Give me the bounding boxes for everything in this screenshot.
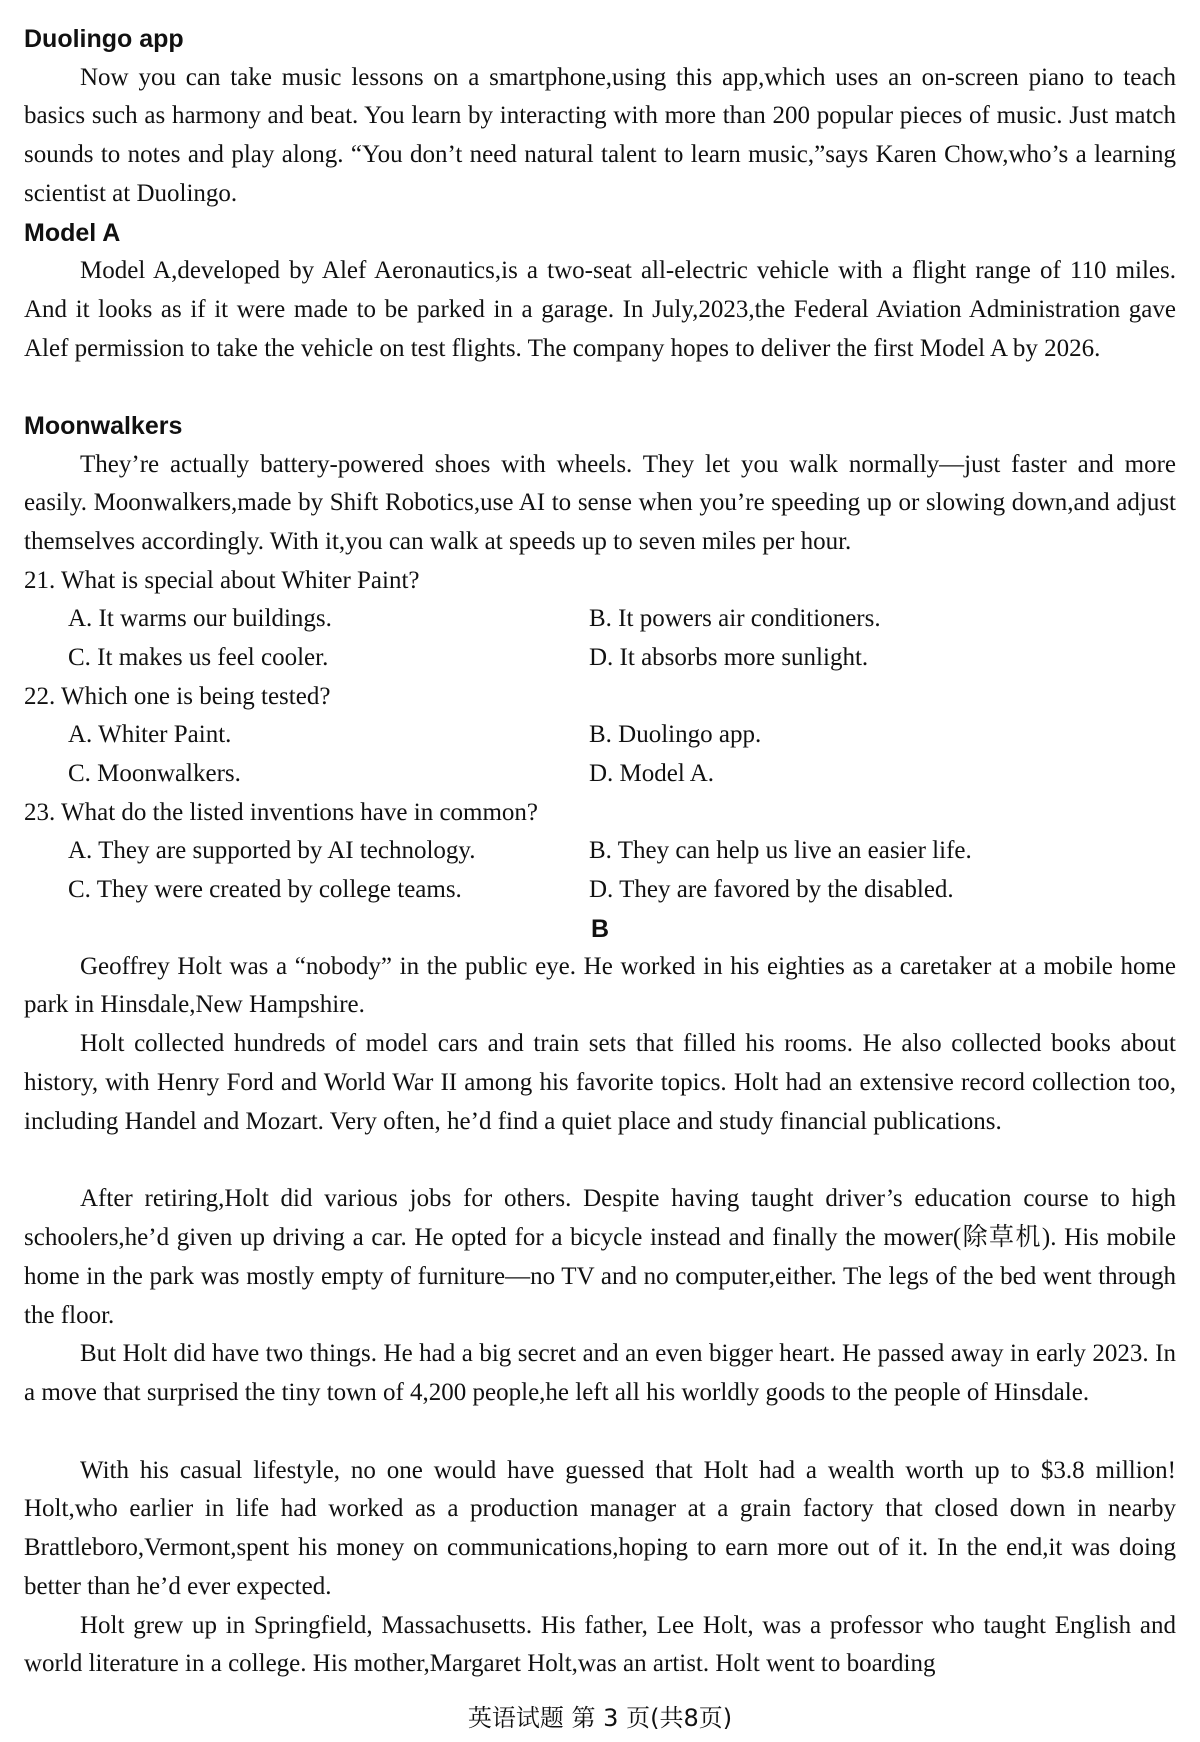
section-body-duolingo: Now you can take music lessons on a smartphone,using this app,which uses an on-screen piano to teach basics such as harmony and beat. You learn by interacting with more than 200 popular pieces of music. Just match sounds to notes and play along. “You don’t need natural talent to learn music,”says Karen Chow,who’s a learning scientist at Duolingo. bbox=[24, 63, 1176, 207]
question-22 bbox=[24, 678, 1176, 794]
option-b: B. It powers air conditioners. bbox=[589, 605, 881, 633]
section-title-model-a: Model A bbox=[24, 218, 121, 247]
question-23 bbox=[24, 794, 1176, 910]
exam-page bbox=[24, 20, 1176, 1685]
section-title-duolingo: Duolingo app bbox=[24, 25, 184, 53]
passage-b-paragraph-5: With his casual lifestyle, no one would have guessed that Holt had a wealth worth up to $3.8 million! Holt,who earlier in life had worked as a production manager at a grain factory that closed down in nearby Brattleboro,Vermont,spent his money on communications,hoping to earn more out of it. In the end,it was doing better than he’d ever expected. bbox=[24, 1456, 1176, 1601]
section-body-moonwalkers: They’re actually battery-powered shoes with wheels. They let you walk normally—just faster and more easily. Moonwalkers,made by Shift Robotics,use AI to sense when you’re speeding up or slowing down,and adjust themselves accordingly. With it,you can walk at speeds up to seven miles per hour. bbox=[24, 450, 1176, 556]
section-title-moonwalkers: Moonwalkers bbox=[24, 412, 183, 440]
passage-b-paragraph-4: But Holt did have two things. He had a big secret and an even bigger heart. He passed away in early 2023. In a move that surprised the tiny town of 4,200 people,he left all his worldly goods to the people of Hinsdale. bbox=[24, 1340, 1176, 1406]
question-stem: 22. Which one is being tested? bbox=[24, 682, 331, 710]
option-row bbox=[24, 832, 1176, 871]
question-stem: 21. What is special about Whiter Paint? bbox=[24, 566, 420, 594]
passage-b-paragraph-6: Holt grew up in Springfield, Massachusetts. His father, Lee Holt, was a professor who taught English and world literature in a college. His mother,Margaret Holt,was an artist. Holt went to boarding bbox=[24, 1611, 1176, 1678]
passage-b-paragraph-2: Holt collected hundreds of model cars and train sets that filled his rooms. He also collected books about history, with Henry Ford and World War II among his favorite topics. Holt had an extensive record collection too, including Handel and Mozart. Very often, he’d find a quiet place and study financial publications. bbox=[24, 1030, 1176, 1135]
passage-b-paragraph-3: After retiring,Holt did various jobs for others. Despite having taught driver’s education course to high schoolers,he’d given up driving a car. He opted for a bicycle instead and finally the mower(除草机). His mobile home in the park was mostly empty of furniture—no TV and no computer,either. The legs of the bed went through the floor. bbox=[24, 1185, 1176, 1329]
section-body-model-a: Model A,developed by Alef Aeronautics,is a two-seat all-electric vehicle with a flight range of 110 miles. And it looks as if it were made to be parked in a garage. In July,2023,the Federal Aviation Administration gave Alef permission to take the vehicle on test flights. The company hopes to deliver the first Model A by 2026. bbox=[24, 257, 1176, 362]
option-row bbox=[24, 716, 1176, 755]
option-row bbox=[24, 639, 1176, 678]
option-d: D. Model A. bbox=[589, 759, 714, 787]
option-d: D. It absorbs more sunlight. bbox=[589, 643, 869, 671]
option-b: B. Duolingo app. bbox=[589, 721, 762, 749]
option-row bbox=[24, 755, 1176, 794]
option-a: A. They are supported by AI technology. bbox=[68, 837, 476, 865]
page-footer: 英语试题 第 3 页(共8页) bbox=[467, 1704, 733, 1732]
question-21 bbox=[24, 562, 1176, 678]
option-c: C. It makes us feel cooler. bbox=[68, 643, 329, 671]
passage-b-paragraph-1: Geoffrey Holt was a “nobody” in the public eye. He worked in his eighties as a caretaker at a mobile home park in Hinsdale,New Hampshire. bbox=[24, 952, 1176, 1019]
option-b: B. They can help us live an easier life. bbox=[589, 837, 972, 865]
question-stem: 23. What do the listed inventions have in common? bbox=[24, 798, 539, 826]
option-a: A. It warms our buildings. bbox=[68, 605, 332, 633]
option-c: C. Moonwalkers. bbox=[68, 759, 241, 787]
option-c: C. They were created by college teams. bbox=[68, 876, 462, 903]
option-row bbox=[24, 600, 1176, 639]
passage-b-label: B bbox=[590, 914, 610, 943]
option-row bbox=[24, 871, 1176, 910]
option-a: A. Whiter Paint. bbox=[68, 721, 232, 749]
option-d: D. They are favored by the disabled. bbox=[589, 876, 954, 903]
